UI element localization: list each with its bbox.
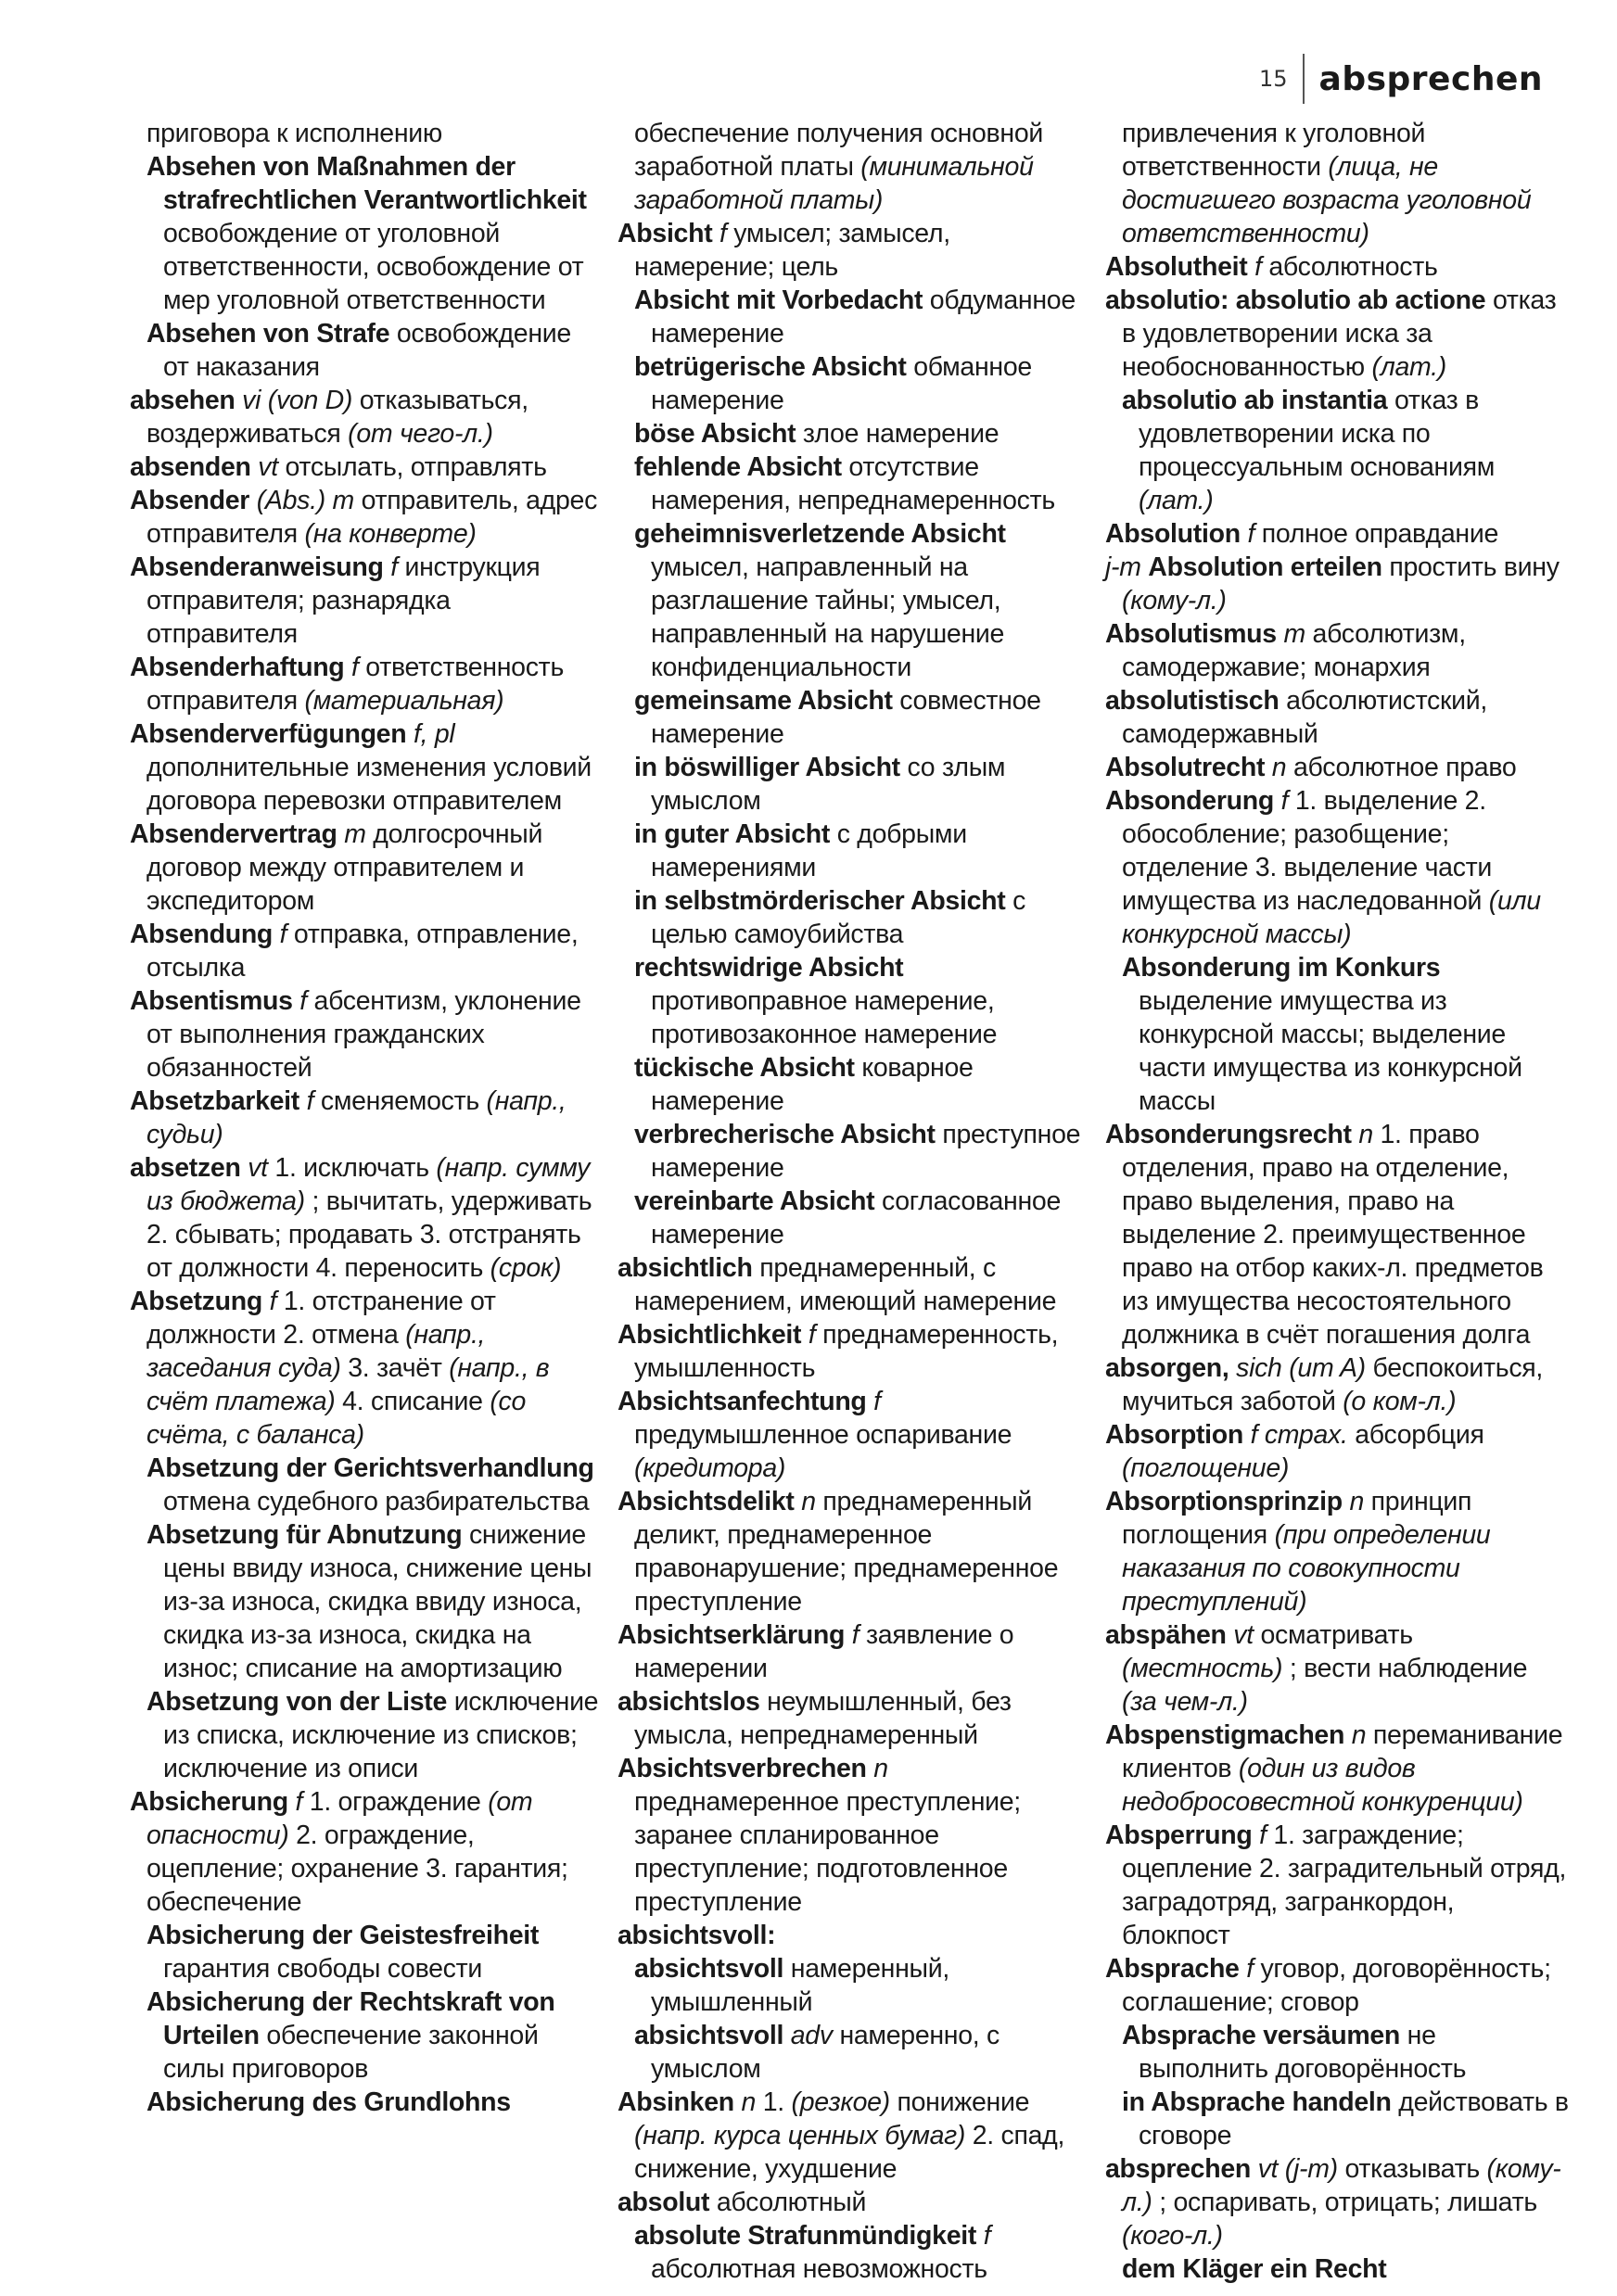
- entry-headword: Absicherung der Geistesfreiheit: [146, 1921, 540, 1950]
- entry-grammar: f: [1254, 252, 1262, 282]
- entry-headword: in Absprache handeln: [1122, 2087, 1392, 2117]
- dictionary-entry: [1105, 284, 1569, 384]
- entry-grammar: f: [1246, 1954, 1254, 1984]
- entry-headword: absprechen: [1105, 2154, 1251, 2184]
- entry-headword: Absperrung: [1105, 1820, 1253, 1850]
- entry-translation: приговора к исполнению: [146, 119, 442, 148]
- entry-headword: Absender: [130, 486, 250, 515]
- entry-translation: отправитель, адрес отправителя: [146, 486, 598, 549]
- entry-translation: 4. списание: [342, 1387, 483, 1416]
- entry-translation: 1. выделение 2. обособление; разобщение; отделение 3. выделение части имущества из наследованной: [1122, 786, 1493, 916]
- dictionary-subentry: [618, 350, 1090, 417]
- dictionary-subentry: [130, 150, 603, 317]
- dictionary-subentry: [618, 2219, 1090, 2286]
- entry-headword: Absichtsdelikt: [618, 1487, 795, 1516]
- dictionary-entry: [618, 1752, 1090, 1919]
- entry-headword: Absprache versäumen: [1122, 2021, 1401, 2050]
- entry-headword: Absetzbarkeit: [130, 1086, 299, 1116]
- entry-grammar: f: [299, 986, 307, 1016]
- entry-translation: предумышленное оспаривание: [634, 1420, 1012, 1450]
- entry-headword: Absehen von Maßnahmen der strafrechtlichen Verantwortlichkeit: [146, 152, 587, 215]
- entry-translation: отказываться, воздерживаться: [146, 386, 528, 449]
- entry-note: (напр., в счёт платежа): [146, 1353, 550, 1416]
- dictionary-entry: [618, 1919, 1090, 1952]
- entry-translation: 1. право отделения, право на отделение, право выделения, право на выделение 2. преимущественное право на отбор каких-л. предметов из имущества несостоятельного должника в счёт погашения долга: [1122, 1120, 1544, 1350]
- dictionary-entry: [130, 818, 603, 918]
- dictionary-entry: [1105, 551, 1569, 617]
- entry-translation: 1. исключать: [274, 1153, 429, 1183]
- entry-translation: неумышленный, без умысла, непреднамеренный: [634, 1687, 1012, 1750]
- dictionary-entry: [130, 484, 603, 551]
- entry-grammar: vt: [258, 452, 278, 482]
- entry-headword: Absolution: [1105, 519, 1241, 549]
- dictionary-entry: [1105, 250, 1569, 284]
- entry-translation: осматривать: [1260, 1620, 1413, 1650]
- entry-grammar: f: [269, 1287, 277, 1316]
- entry-translation: обеспечение законной силы приговоров: [163, 2021, 539, 2084]
- entry-translation: отсылать, отправлять: [285, 452, 547, 482]
- entry-translation: ; оспаривать, отрицать; лишать: [1159, 2188, 1537, 2217]
- entry-translation: сменяемость: [320, 1086, 479, 1116]
- entry-translation: абсолютный: [716, 2188, 867, 2217]
- dictionary-subentry: [618, 818, 1090, 884]
- dictionary-entry: [1105, 1719, 1569, 1819]
- dictionary-subentry: [130, 2086, 603, 2119]
- entry-headword: verbrecherische Absicht: [634, 1120, 936, 1149]
- entry-grammar: n: [1349, 1487, 1365, 1516]
- entry-translation: ответственность отправителя: [146, 653, 564, 716]
- entry-translation: 1. отстранение от должности 2. отмена: [146, 1287, 496, 1350]
- entry-grammar: n: [741, 2087, 757, 2117]
- dictionary-subentry: [618, 1952, 1090, 2019]
- entry-translation: согласованное намерение: [651, 1186, 1062, 1249]
- dictionary-entry: [1105, 517, 1569, 551]
- dictionary-entry: [130, 1151, 603, 1285]
- entry-headword: Absorptionsprinzip: [1105, 1487, 1343, 1516]
- entry-translation: отсутствие намерения, непреднамеренность: [651, 452, 1055, 515]
- dictionary-entry: [130, 551, 603, 651]
- entry-note: (один из видов недобросовестной конкуренции): [1122, 1754, 1523, 1817]
- entry-translation: 1. заграждение; оцепление 2. заградительный отряд, заградотряд, загранкордон, блокпост: [1122, 1820, 1567, 1950]
- running-head: absprechen: [1318, 59, 1543, 98]
- dictionary-entry: [130, 1285, 603, 1452]
- entry-translation: 1. ограждение: [309, 1787, 481, 1817]
- entry-grammar: f: [295, 1787, 303, 1817]
- dictionary-subentry: [618, 1051, 1090, 1118]
- entry-translation: выделение имущества из конкурсной массы; выделение части имущества из конкурсной массы: [1139, 986, 1522, 1116]
- entry-headword: Absendervertrag: [130, 819, 337, 849]
- entry-translation: абсолютность: [1268, 252, 1438, 282]
- dictionary-subentry: [618, 684, 1090, 751]
- entry-grammar: f: [873, 1387, 881, 1416]
- dictionary-entry: [130, 450, 603, 484]
- entry-grammar: vt (j-m): [1257, 2154, 1338, 2184]
- entry-grammar: f: [983, 2221, 991, 2251]
- dictionary-entry: [618, 2186, 1090, 2219]
- entry-translation: обдуманное намерение: [651, 285, 1076, 349]
- entry-translation: 3. зачёт: [348, 1353, 442, 1383]
- entry-headword: Absetzung von der Liste: [146, 1687, 448, 1717]
- dictionary-entry: [1105, 617, 1569, 684]
- entry-grammar: f: [851, 1620, 859, 1650]
- entry-grammar: n: [1271, 753, 1287, 782]
- dictionary-entry: [130, 384, 603, 450]
- entry-translation: преднамеренный, с намерением, имеющий намерение: [634, 1253, 1057, 1316]
- entry-headword: geheimnisverletzende Absicht: [634, 519, 1006, 549]
- entry-note: (о ком-л.): [1343, 1387, 1457, 1416]
- entry-translation: абсентизм, уклонение от выполнения гражданских обязанностей: [146, 986, 581, 1083]
- entry-note: (срок): [490, 1253, 562, 1283]
- entry-translation: противоправное намерение, противозаконное намерение: [651, 986, 998, 1049]
- dictionary-subentry: [130, 1452, 603, 1518]
- entry-grammar: f страх.: [1250, 1420, 1348, 1450]
- dictionary-subentry: [130, 317, 603, 384]
- dictionary-continuation: [1105, 117, 1569, 250]
- dictionary-entry: [1105, 784, 1569, 951]
- dictionary-entry: [1105, 751, 1569, 784]
- entry-grammar: n: [801, 1487, 816, 1516]
- entry-note: (кого-л.): [1122, 2221, 1223, 2251]
- dictionary-entry: [1105, 684, 1569, 751]
- entry-note: (напр., заседания суда): [146, 1320, 486, 1383]
- entry-headword: Absichtsverbrechen: [618, 1754, 867, 1783]
- entry-translation: злое намерение: [802, 419, 999, 449]
- entry-headword: absolut: [618, 2188, 710, 2217]
- entry-translation: преднамеренный деликт, преднамеренное правонарушение; преднамеренное преступление: [634, 1487, 1059, 1617]
- entry-headword: fehlende Absicht: [634, 452, 842, 482]
- entry-translation: обманное намерение: [651, 352, 1032, 415]
- entry-translation: привлечения к уголовной ответственности: [1122, 119, 1426, 182]
- entry-headword: absolute Strafunmündigkeit: [634, 2221, 977, 2251]
- entry-translation: с целью самоубийства: [651, 886, 1026, 949]
- entry-translation: отказ в удовлетворении иска по процессуальным основаниям: [1139, 386, 1496, 482]
- entry-note: (напр., судьи): [146, 1086, 567, 1149]
- entry-translation: преступное намерение: [651, 1120, 1081, 1183]
- entry-headword: Absicherung des Grundlohns: [146, 2087, 511, 2117]
- entry-translation: не выполнить договорённость: [1139, 2021, 1467, 2084]
- entry-headword: betrügerische Absicht: [634, 352, 907, 382]
- entry-headword: absorgen,: [1105, 1353, 1229, 1383]
- dictionary-entry: [130, 984, 603, 1085]
- entry-headword: vereinbarte Absicht: [634, 1186, 875, 1216]
- page-number: 15: [1259, 66, 1288, 92]
- dictionary-entry: [618, 1251, 1090, 1318]
- entry-translation: отправка, отправление, отсылка: [146, 920, 579, 983]
- entry-translation: отказ в удовлетворении иска за необоснованностью: [1122, 285, 1557, 382]
- entry-note: (поглощение): [1122, 1453, 1290, 1483]
- entry-headword: in guter Absicht: [634, 819, 831, 849]
- dictionary-entry: [618, 1618, 1090, 1685]
- entry-grammar: f: [390, 552, 398, 582]
- entry-headword: Absonderung im Konkurs: [1122, 953, 1441, 983]
- entry-note: (при определении наказания по совокупности преступлений): [1122, 1520, 1491, 1617]
- dictionary-entry: [1105, 1819, 1569, 1952]
- entry-grammar: n: [873, 1754, 888, 1783]
- entry-headword: absehen: [130, 386, 236, 415]
- entry-translation: исключение из списка, исключение из списков; исключение из описи: [163, 1687, 599, 1783]
- entry-headword: Absetzung: [130, 1287, 262, 1316]
- entry-translation: со злым умыслом: [651, 753, 1006, 816]
- dictionary-subentry: [618, 517, 1090, 684]
- entry-translation: уговор, договорённость; соглашение; сговор: [1122, 1954, 1551, 2017]
- entry-note: (минимальной заработной платы): [634, 152, 1034, 215]
- dictionary-entry: [1105, 1952, 1569, 2019]
- entry-translation: абсорбция: [1355, 1420, 1484, 1450]
- entry-headword: böse Absicht: [634, 419, 796, 449]
- entry-translation: абсолютное право: [1292, 753, 1517, 782]
- dictionary-entry: [1105, 2152, 1569, 2252]
- entry-grammar: f: [351, 653, 359, 682]
- entry-translation: освобождение от наказания: [163, 319, 571, 382]
- entry-headword: Absicherung der Rechtskraft von Urteilen: [146, 1987, 555, 2050]
- entry-headword: Absinken: [618, 2087, 734, 2117]
- entry-headword: Absichtserklärung: [618, 1620, 846, 1650]
- entry-headword: absichtsvoll: [634, 1954, 784, 1984]
- entry-translation: умысел, направленный на разглашение тайны; умысел, направленный на нарушение конфиденциальности: [651, 552, 1005, 682]
- entry-headword: Absendung: [130, 920, 274, 949]
- entry-note: (резкое): [791, 2087, 890, 2117]
- entry-note: (за чем-л.): [1122, 1687, 1248, 1717]
- entry-headword: rechtswidrige Absicht: [634, 953, 904, 983]
- dictionary-entry: [1105, 1118, 1569, 1351]
- entry-headword: dem Kläger ein Recht: [1122, 2254, 1387, 2284]
- entry-grammar: f: [1280, 786, 1289, 816]
- entry-headword: Absicht: [618, 219, 713, 248]
- entry-headword: absolutistisch: [1105, 686, 1280, 716]
- dictionary-entry: [618, 1685, 1090, 1752]
- dictionary-entry: [130, 1085, 603, 1151]
- entry-headword: Abspenstigmachen: [1105, 1720, 1345, 1750]
- entry-translation: полное оправдание: [1261, 519, 1499, 549]
- dictionary-entry: [1105, 1351, 1569, 1418]
- entry-grammar: j-m: [1105, 552, 1141, 582]
- entry-headword: absolutio: absolutio ab actione: [1105, 285, 1486, 315]
- dictionary-entry: [130, 717, 603, 818]
- entry-translation: действовать в сговоре: [1139, 2087, 1569, 2150]
- entry-note: (от чего-л.): [348, 419, 493, 449]
- entry-translation: понижение: [897, 2087, 1030, 2117]
- dictionary-column-3: [1105, 117, 1569, 2286]
- entry-headword: Absenderanweisung: [130, 552, 384, 582]
- entry-headword: absichtslos: [618, 1687, 760, 1717]
- entry-translation: отказывать: [1344, 2154, 1480, 2184]
- entry-headword: Absonderungsrecht: [1105, 1120, 1352, 1149]
- entry-note: (кредитора): [634, 1453, 786, 1483]
- entry-grammar: m: [1283, 619, 1305, 649]
- entry-note: (лат.): [1139, 486, 1214, 515]
- entry-grammar: vi (von D): [242, 386, 353, 415]
- entry-headword: gemeinsame Absicht: [634, 686, 893, 716]
- entry-headword: in selbstmörderischer Absicht: [634, 886, 1006, 916]
- entry-grammar: f: [306, 1086, 314, 1116]
- entry-headword: absichtlich: [618, 1253, 753, 1283]
- entry-headword: absetzen: [130, 1153, 241, 1183]
- entry-headword: Absolutismus: [1105, 619, 1277, 649]
- entry-translation: преднамеренное преступление; заранее спланированное преступление; подготовленное преступление: [634, 1787, 1021, 1917]
- entry-translation: абсолютизм, самодержавие; монархия: [1122, 619, 1466, 682]
- entry-headword: Absolutrecht: [1105, 753, 1266, 782]
- entry-translation: заявление о намерении: [634, 1620, 1014, 1683]
- entry-note: (от опасности): [146, 1787, 533, 1850]
- dictionary-subentry: [1105, 951, 1569, 1118]
- dictionary-subentry: [618, 751, 1090, 818]
- entry-headword: Absolutheit: [1105, 252, 1248, 282]
- dictionary-entry: [130, 1785, 603, 1919]
- entry-headword: Absprache: [1105, 1954, 1240, 1984]
- dictionary-subentry: [1105, 2086, 1569, 2152]
- entry-translation: абсолютная невозможность: [651, 2254, 987, 2284]
- entry-headword: Absetzung für Abnutzung: [146, 1520, 463, 1550]
- entry-grammar: f: [719, 219, 727, 248]
- entry-translation: умысел; замысел, намерение; цель: [634, 219, 950, 282]
- dictionary-entry: [1105, 1618, 1569, 1719]
- entry-headword: in böswilliger Absicht: [634, 753, 900, 782]
- entry-translation: 1.: [762, 2087, 784, 2117]
- dictionary-column-1: [130, 117, 603, 2119]
- dictionary-continuation: [130, 117, 603, 150]
- entry-headword: Absonderung: [1105, 786, 1274, 816]
- entry-translation: намеренно, с умыслом: [651, 2021, 999, 2084]
- entry-headword: Absentismus: [130, 986, 293, 1016]
- dictionary-entry: [130, 651, 603, 717]
- entry-headword: Absichtlichkeit: [618, 1320, 802, 1350]
- dictionary-subentry: [1105, 384, 1569, 517]
- entry-headword: Absolution erteilen: [1148, 552, 1382, 582]
- dictionary-subentry: [130, 1985, 603, 2086]
- entry-grammar: n: [1358, 1120, 1373, 1149]
- entry-note: (напр. курса ценных бумаг): [634, 2121, 966, 2150]
- dictionary-entry: [1105, 1485, 1569, 1618]
- dictionary-entry: [1105, 1418, 1569, 1485]
- dictionary-entry: [618, 217, 1090, 284]
- entry-translation: снижение цены ввиду износа, снижение цены из-за износа, скидка ввиду износа, скидка из-за износа, скидка на износ; списание на амортизацию: [163, 1520, 592, 1683]
- dictionary-entry: [618, 1385, 1090, 1485]
- page-header: [1259, 51, 1543, 107]
- entry-headword: absichtsvoll:: [618, 1921, 776, 1950]
- entry-grammar: f: [279, 920, 287, 949]
- entry-note: (напр. сумму из бюджета): [146, 1153, 591, 1216]
- dictionary-subentry: [130, 1518, 603, 1685]
- entry-grammar: f: [1247, 519, 1255, 549]
- entry-translation: с добрыми намерениями: [651, 819, 967, 882]
- entry-headword: Absicherung: [130, 1787, 288, 1817]
- entry-translation: преднамеренность, умышленность: [634, 1320, 1059, 1383]
- entry-headword: absolutio ab instantia: [1122, 386, 1388, 415]
- entry-headword: Absehen von Strafe: [146, 319, 390, 349]
- entry-grammar: vt: [248, 1153, 268, 1183]
- entry-translation: дополнительные изменения условий договора перевозки отправителем: [146, 753, 592, 816]
- dictionary-column-2: [618, 117, 1090, 2286]
- dictionary-entry: [618, 1318, 1090, 1385]
- dictionary-subentry: [618, 284, 1090, 350]
- entry-headword: Absenderhaftung: [130, 653, 345, 682]
- entry-grammar: f: [1259, 1820, 1267, 1850]
- entry-note: (на конверте): [304, 519, 477, 549]
- entry-note: (кому-л.): [1122, 586, 1227, 615]
- dictionary-subentry: [618, 1185, 1090, 1251]
- entry-translation: простить вину: [1389, 552, 1560, 582]
- entry-translation: отмена судебного разбирательства: [163, 1487, 590, 1516]
- entry-note: (материальная): [304, 686, 504, 716]
- entry-translation: намеренный, умышленный: [651, 1954, 949, 2017]
- entry-translation: ; вести наблюдение: [1289, 1654, 1528, 1683]
- entry-note: (кому-л.): [1122, 2154, 1561, 2217]
- entry-translation: освобождение от уголовной ответственности, освобождение от мер уголовной ответственности: [163, 219, 584, 315]
- dictionary-subentry: [1105, 2252, 1569, 2286]
- entry-grammar: f, pl: [413, 719, 455, 749]
- entry-grammar: n: [1351, 1720, 1367, 1750]
- entry-translation: коварное намерение: [651, 1053, 974, 1116]
- dictionary-subentry: [618, 951, 1090, 1051]
- dictionary-entry: [618, 1485, 1090, 1618]
- entry-translation: обеспечение получения основной заработной платы: [634, 119, 1044, 182]
- entry-translation: 2. спад, снижение, ухудшение: [634, 2121, 1065, 2184]
- entry-translation: переманивание клиентов: [1122, 1720, 1563, 1783]
- entry-translation: беспокоиться, мучиться заботой: [1122, 1353, 1544, 1416]
- entry-grammar: sich (um A): [1236, 1353, 1366, 1383]
- entry-headword: Absicht mit Vorbedacht: [634, 285, 923, 315]
- entry-note: (со счёта, с баланса): [146, 1387, 527, 1450]
- dictionary-subentry: [130, 1685, 603, 1785]
- entry-headword: Absetzung der Gerichtsverhandlung: [146, 1453, 594, 1483]
- entry-translation: совместное намерение: [651, 686, 1041, 749]
- entry-grammar: (Abs.) m: [256, 486, 354, 515]
- entry-headword: Absichtsanfechtung: [618, 1387, 867, 1416]
- entry-headword: tückische Absicht: [634, 1053, 855, 1083]
- dictionary-subentry: [618, 2019, 1090, 2086]
- entry-grammar: adv: [790, 2021, 833, 2050]
- entry-headword: Absorption: [1105, 1420, 1243, 1450]
- entry-grammar: vt: [1233, 1620, 1254, 1650]
- entry-grammar: m: [344, 819, 366, 849]
- entry-headword: absenden: [130, 452, 251, 482]
- entry-translation: гарантия свободы совести: [163, 1954, 482, 1984]
- entry-headword: abspähen: [1105, 1620, 1227, 1650]
- dictionary-entry: [618, 2086, 1090, 2186]
- entry-translation: 2. ограждение, оцепление; охранение 3. гарантия; обеспечение: [146, 1820, 568, 1917]
- entry-note: (или конкурсной массы): [1122, 886, 1541, 949]
- entry-translation: принцип поглощения: [1122, 1487, 1472, 1550]
- entry-headword: Absenderverfügungen: [130, 719, 407, 749]
- dictionary-continuation: [618, 117, 1090, 217]
- entry-translation: ; вычитать, удерживать 2. сбывать; продавать 3. отстранять от должности 4. переносить: [146, 1186, 592, 1283]
- dictionary-subentry: [618, 1118, 1090, 1185]
- entry-note: (местность): [1122, 1654, 1283, 1683]
- dictionary-entry: [130, 918, 603, 984]
- entry-headword: absichtsvoll: [634, 2021, 784, 2050]
- entry-grammar: f: [808, 1320, 816, 1350]
- dictionary-subentry: [1105, 2019, 1569, 2086]
- entry-translation: долгосрочный договор между отправителем и экспедитором: [146, 819, 543, 916]
- dictionary-subentry: [618, 884, 1090, 951]
- entry-note: (лица, не достигшего возраста уголовной ответственности): [1122, 152, 1532, 248]
- entry-translation: абсолютистский, самодержавный: [1122, 686, 1488, 749]
- entry-note: (лат.): [1371, 352, 1446, 382]
- dictionary-subentry: [130, 1919, 603, 1985]
- dictionary-subentry: [618, 450, 1090, 517]
- entry-translation: инструкция отправителя; разнарядка отправителя: [146, 552, 541, 649]
- dictionary-subentry: [618, 417, 1090, 450]
